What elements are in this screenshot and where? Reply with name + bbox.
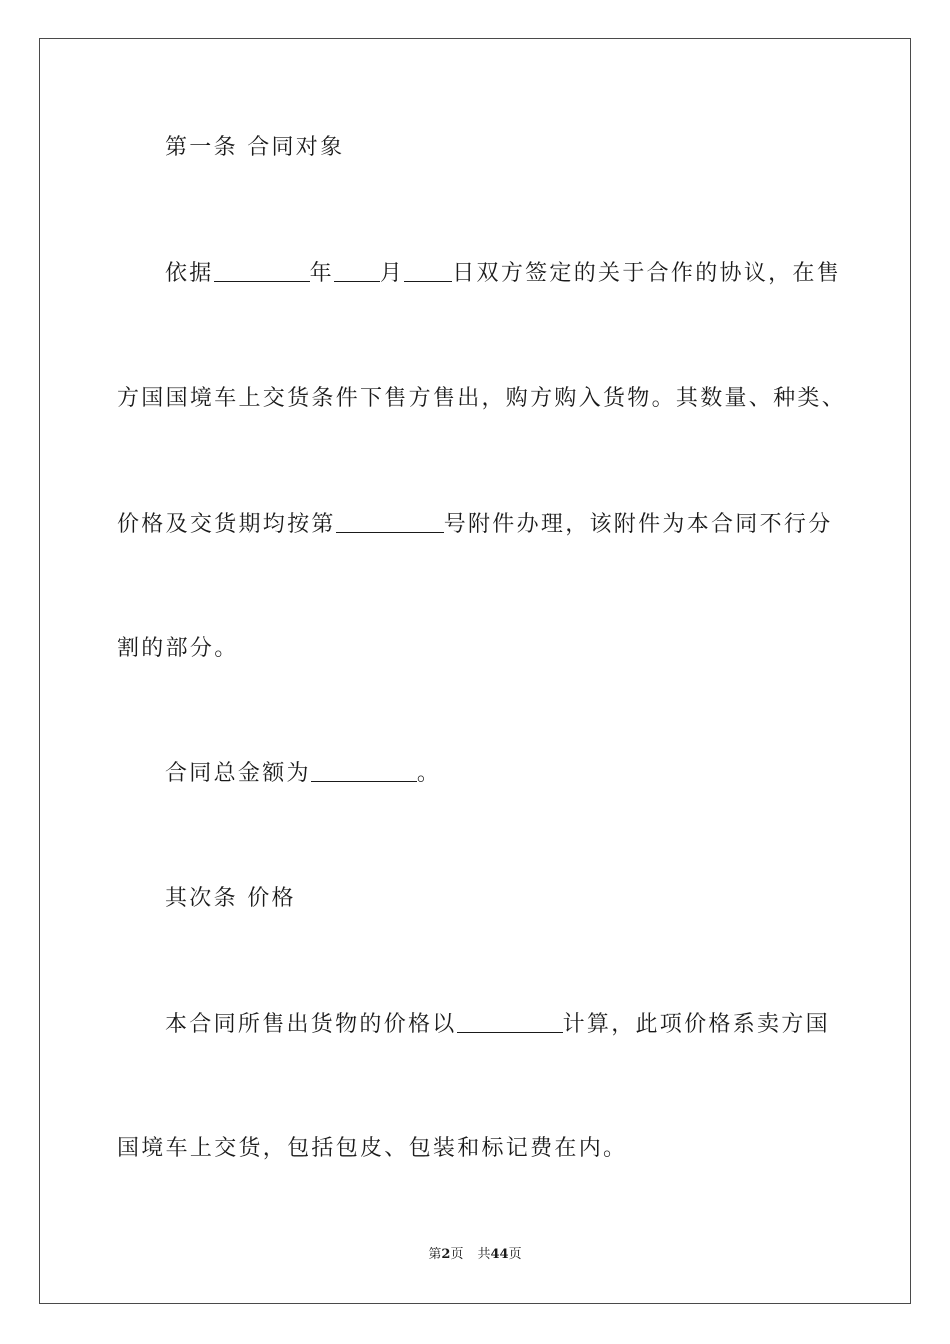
text-segment: 依据: [165, 261, 214, 286]
blank-month: [334, 259, 380, 282]
page-footer: [0, 1246, 950, 1264]
page-suffix: 页: [450, 1247, 464, 1262]
text-segment: 号附件办理，该附件为本合同不行分: [443, 512, 833, 537]
text-segment: 日双方签定的关于合作的协议，在售: [452, 261, 842, 286]
article-1-total-amount: [165, 759, 885, 789]
article-1-paragraph-line-2: 方国国境车上交货条件下售方售出，购方购入货物。其数量、种类、: [117, 386, 847, 411]
article-1-heading: 第一条 合同对象: [165, 135, 345, 160]
text-segment: 价格及交货期均按第: [117, 512, 336, 537]
text-segment: 。: [416, 761, 442, 786]
blank-day: [404, 259, 452, 282]
article-1-paragraph-line-1: [165, 259, 885, 289]
blank-total-amount: [311, 759, 417, 782]
page-prefix: 第: [428, 1247, 442, 1262]
text-segment: 月: [379, 261, 405, 286]
article-2-paragraph-line-2: 国境车上交货，包括包皮、包装和标记费在内。: [117, 1136, 628, 1161]
text-segment: 合同总金额为: [165, 761, 311, 786]
article-2-heading: 其次条 价格: [165, 886, 296, 911]
total-pages: 44: [490, 1247, 509, 1262]
text-segment: 本合同所售出货物的价格以: [165, 1012, 457, 1037]
page-border: [39, 38, 911, 1304]
blank-attachment-number: [336, 510, 444, 533]
article-1-paragraph-line-3: [117, 510, 837, 540]
blank-year: [214, 259, 310, 282]
total-suffix: 页: [508, 1247, 522, 1262]
text-segment: 计算，此项价格系卖方国: [562, 1012, 830, 1037]
text-segment: 年: [309, 261, 334, 286]
blank-price-basis: [457, 1010, 563, 1033]
total-prefix: 共: [477, 1247, 491, 1262]
article-1-paragraph-line-4: 割的部分。: [117, 636, 239, 661]
page-number: 2: [441, 1247, 451, 1262]
article-2-paragraph-line-1: [165, 1010, 885, 1040]
